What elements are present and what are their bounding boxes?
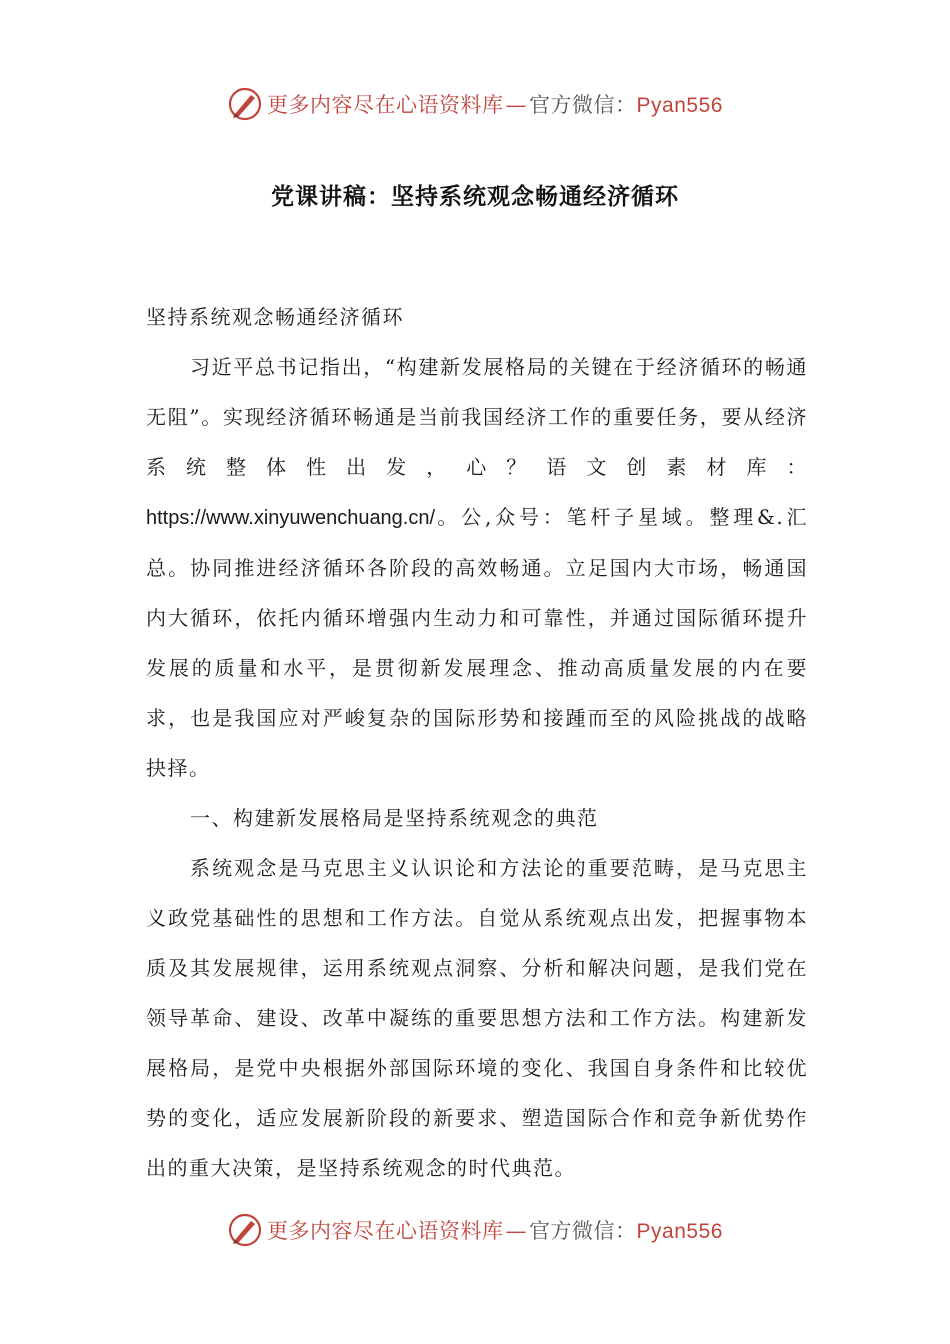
banner-dash: —	[505, 1219, 528, 1243]
subtitle: 坚持系统观念畅通经济循环	[146, 305, 404, 329]
banner-text	[267, 89, 723, 119]
banner-wechat-label: 官方微信：	[529, 93, 637, 117]
banner-dash: —	[505, 93, 528, 117]
paragraph-2: 系统观念是马克思主义认识论和方法论的重要范畴，是马克思主义政党基础性的思想和工作方法。自觉从系统观点出发，把握事物本质及其发展规律，运用系统观点洞察、分析和解决问题，是我们党在领导革命、建设、改革中凝练的重要思想方法和工作方法。构建新发展格局，是党中央根据外部国际环境的变化、我国自身条件和比较优势的变化，适应发展新阶段的新要求、塑造国际合作和竞争新优势作出的重大决策，是坚持系统观念的时代典范。	[146, 856, 808, 1180]
banner-wechat-label: 官方微信：	[529, 1219, 637, 1243]
pen-logo-icon	[227, 86, 263, 122]
banner-text	[267, 1215, 723, 1245]
header-banner	[0, 82, 950, 126]
footer-banner	[0, 1208, 950, 1252]
page-title: 党课讲稿：坚持系统观念畅通经济循环	[271, 183, 679, 210]
banner-main: 更多内容尽在心语资料库	[267, 1219, 504, 1243]
banner-account: Pyan556	[636, 94, 723, 117]
section-heading-1: 一、构建新发展格局是坚持系统观念的典范	[190, 806, 599, 830]
paragraph-1	[146, 342, 808, 793]
paragraph-1-url: https://www.xinyuwenchuang.cn/	[146, 507, 436, 529]
paragraph-1-text-b: 。公,众号：笔杆子星域。整理&.汇总。协同推进经济循环各阶段的高效畅通。立足国内大市场，畅通国内大循环，依托内循环增强内生动力和可靠性，并通过国际循环提升发展的质量和水平，是贯彻新发展理念、推动高质量发展的内在要求，也是我国应对严峻复杂的国际形势和接踵而至的风险挑战的战略抉择。	[146, 505, 808, 780]
document-body	[146, 292, 808, 1193]
banner-account: Pyan556	[636, 1220, 723, 1243]
pen-logo-icon	[227, 1212, 263, 1248]
banner-main: 更多内容尽在心语资料库	[267, 93, 504, 117]
paragraph-1-text-a: 习近平总书记指出，“构建新发展格局的关键在于经济循环的畅通无阻”。实现经济循环畅通是当前我国经济工作的重要任务，要从经济系统整体性出发，心？语文创素材库：	[146, 355, 808, 479]
